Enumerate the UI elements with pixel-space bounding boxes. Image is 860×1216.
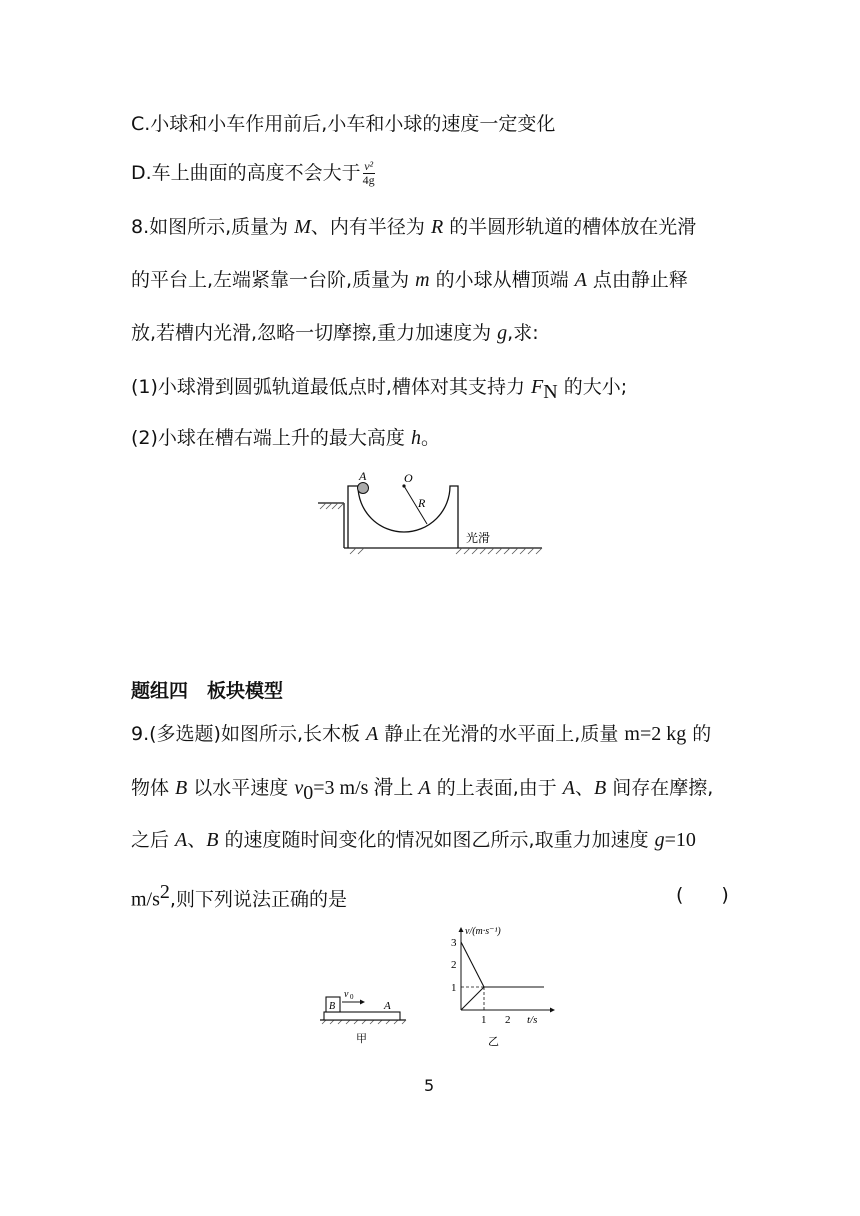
unit-text: m/s xyxy=(131,888,160,911)
q9-text: 的上表面,由于 xyxy=(430,777,563,799)
var-m: m xyxy=(415,269,430,291)
page-number: 5 xyxy=(424,1076,435,1095)
q8-text: 。 xyxy=(420,427,440,449)
step-hatch xyxy=(320,503,344,509)
q8-text: 的半圆形轨道的槽体放在光滑 xyxy=(443,216,697,238)
caption-yi: 乙 xyxy=(488,1036,499,1048)
x-axis-arrow xyxy=(550,1008,555,1013)
q9-text: 、 xyxy=(575,777,595,799)
q9-line-2 xyxy=(131,776,713,805)
q9-text: 、 xyxy=(187,829,207,851)
label-O: O xyxy=(404,471,413,485)
velocity-arrowhead xyxy=(360,1000,365,1005)
q8-line-1 xyxy=(131,215,696,239)
x-label: t/s xyxy=(527,1014,538,1026)
option-c: C.小球和小车作用前后,小车和小球的速度一定变化 xyxy=(131,113,556,135)
q9-text: 之后 xyxy=(131,829,176,851)
var-F: F xyxy=(531,376,544,398)
var-F-subscript: N xyxy=(543,380,558,403)
option-d xyxy=(131,160,375,187)
y-axis-arrow xyxy=(459,927,464,932)
q9-figure-yi xyxy=(440,920,570,1050)
y-tick: 3 xyxy=(451,937,457,949)
q9-text: 间存在摩擦, xyxy=(606,777,714,799)
var-B: B xyxy=(175,777,188,799)
q9-text: 的速度随时间变化的情况如图乙所示,取重力加速度 xyxy=(218,829,655,851)
line-A xyxy=(461,987,484,1010)
q9-text: 物体 xyxy=(131,777,176,799)
q9-text: 的 xyxy=(686,723,712,745)
q9-text: =3 m/s 滑上 xyxy=(313,777,419,799)
var-B: B xyxy=(206,829,219,851)
var-A: A xyxy=(175,829,188,851)
label-A: A xyxy=(384,1000,391,1012)
label-B: B xyxy=(329,1001,336,1012)
option-d-fraction xyxy=(363,160,375,187)
var-h: h xyxy=(410,427,421,449)
q9-figure-jia xyxy=(318,980,408,1050)
label-A: A xyxy=(359,469,367,483)
x-tick: 1 xyxy=(481,1014,487,1026)
option-d-text: D.车上曲面的高度不会大于 xyxy=(131,162,361,184)
y-label: v/(m·s⁻¹) xyxy=(465,926,501,937)
var-R: R xyxy=(430,216,444,238)
label-v0: v xyxy=(344,989,349,1000)
label-smooth: 光滑 xyxy=(466,531,491,545)
fraction-numerator: v² xyxy=(364,159,374,173)
ground-hatch xyxy=(350,548,542,554)
q9-text: =10 xyxy=(664,829,696,851)
q8-text: (2)小球在槽右端上升的最大高度 xyxy=(131,427,411,449)
q8-part-1 xyxy=(131,375,627,404)
fraction-denominator: 4g xyxy=(362,173,375,187)
var-A: A xyxy=(574,269,587,291)
trough-body xyxy=(348,486,458,548)
var-v-subscript: 0 xyxy=(303,781,314,804)
q8-part-2 xyxy=(131,426,440,450)
mass-value: m=2 kg xyxy=(624,723,687,745)
q8-text: 点由静止释 xyxy=(586,269,688,291)
q8-text: 、内有半径为 xyxy=(310,216,431,238)
q8-text: (1)小球滑到圆弧轨道最低点时,槽体对其支持力 xyxy=(131,376,531,398)
q8-trough-figure xyxy=(300,460,550,560)
q9-text: 静止在光滑的水平面上,质量 xyxy=(378,723,625,745)
var-g: g xyxy=(654,829,665,851)
var-M: M xyxy=(294,216,311,238)
label-R: R xyxy=(418,496,426,510)
q8-text: 8.如图所示,质量为 xyxy=(131,216,295,238)
q8-text: 的大小; xyxy=(557,376,628,398)
y-tick: 2 xyxy=(451,959,457,971)
var-A: A xyxy=(366,723,379,745)
q8-text: 的平台上,左端紧靠一台阶,质量为 xyxy=(131,269,416,291)
q9-line-3 xyxy=(131,828,696,852)
q9-text: 以水平速度 xyxy=(187,777,295,799)
x-tick: 2 xyxy=(505,1014,511,1026)
q9-text: ,则下列说法正确的是 xyxy=(169,888,347,911)
var-A: A xyxy=(562,777,575,799)
var-g: g xyxy=(497,322,508,344)
q9-line-4 xyxy=(131,880,347,911)
board-A xyxy=(324,1012,400,1020)
q8-line-2 xyxy=(131,268,688,292)
unit-superscript: 2 xyxy=(159,881,170,903)
y-tick: 1 xyxy=(451,982,457,994)
var-v: v xyxy=(294,777,304,799)
q8-line-3 xyxy=(131,321,539,345)
q8-text: 放,若槽内光滑,忽略一切摩擦,重力加速度为 xyxy=(131,322,498,344)
var-A: A xyxy=(418,777,431,799)
answer-parentheses: ( ) xyxy=(676,884,729,906)
q9-text: 9.(多选题)如图所示,长木板 xyxy=(131,723,367,745)
var-B: B xyxy=(594,777,607,799)
label-v0-sub: 0 xyxy=(350,993,354,1001)
caption-jia: 甲 xyxy=(356,1033,367,1045)
line-B xyxy=(461,942,484,987)
section-title: 题组四 板块模型 xyxy=(131,680,284,702)
ball xyxy=(358,483,369,494)
q8-text: ,求: xyxy=(507,322,539,344)
q9-line-1 xyxy=(131,722,711,746)
q8-text: 的小球从槽顶端 xyxy=(429,269,575,291)
